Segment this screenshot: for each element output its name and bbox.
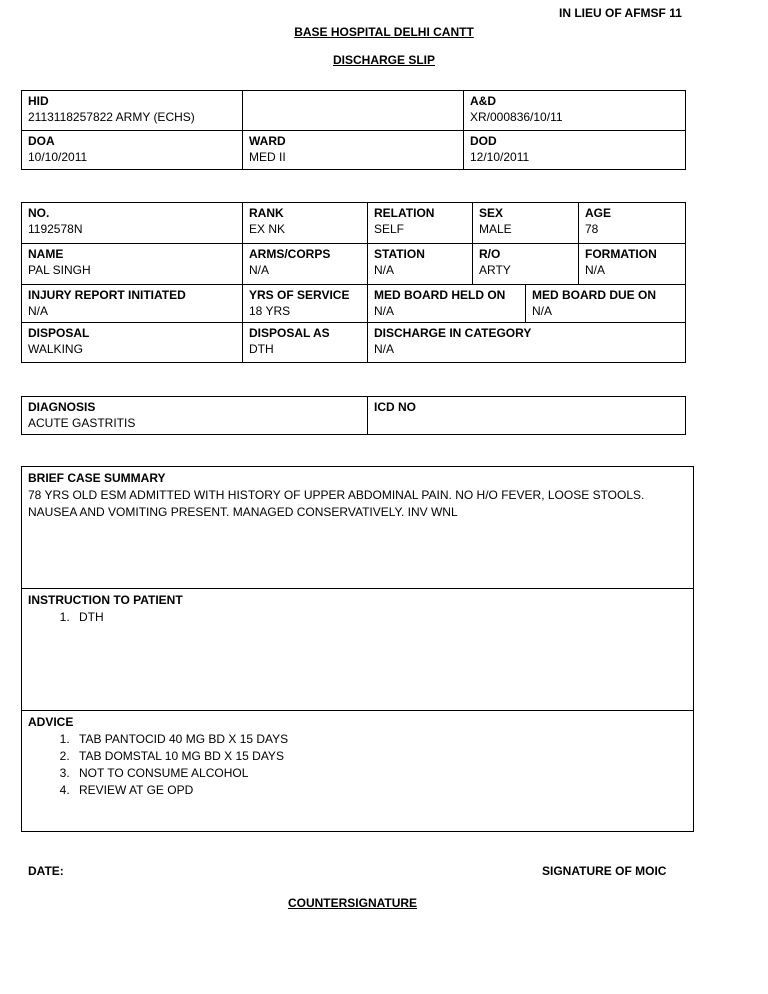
- disposal-as-value: DTH: [249, 342, 274, 356]
- doa-value: 10/10/2011: [28, 150, 88, 164]
- relation-label: RELATION: [374, 206, 435, 220]
- ward-label: WARD: [249, 134, 286, 148]
- disposal-value: WALKING: [28, 342, 83, 356]
- age-value: 78: [585, 222, 599, 236]
- age-label: AGE: [585, 206, 612, 220]
- relation-value: SELF: [374, 222, 405, 236]
- dod-value: 12/10/2011: [470, 150, 530, 164]
- instruction-list: [28, 609, 687, 626]
- instruction-section: [22, 589, 693, 711]
- ad-value: XR/000836/10/11: [470, 110, 563, 124]
- no-label: NO.: [28, 206, 50, 220]
- arms-value: N/A: [249, 263, 270, 277]
- meddue-cell: [526, 285, 686, 323]
- list-item: 1. TAB PANTOCID 40 MG BD X 15 DAYS: [73, 731, 687, 748]
- service-value: 18 YRS: [249, 304, 291, 318]
- instruction-label: INSTRUCTION TO PATIENT: [28, 593, 183, 607]
- empty-cell: [243, 91, 464, 131]
- medheld-value: N/A: [374, 304, 395, 318]
- advice-section: [22, 711, 693, 831]
- age-cell: [579, 203, 686, 244]
- sex-cell: [473, 203, 579, 244]
- medheld-label: MED BOARD HELD ON: [374, 288, 506, 302]
- ad-label: A&D: [470, 94, 496, 108]
- case-summary-label: BRIEF CASE SUMMARY: [28, 471, 166, 485]
- dod-label: DOD: [470, 134, 497, 148]
- list-item: 3. NOT TO CONSUME ALCOHOL: [73, 765, 687, 782]
- name-label: NAME: [28, 247, 64, 261]
- list-item: 2. TAB DOMSTAL 10 MG BD X 15 DAYS: [73, 748, 687, 765]
- doa-label: DOA: [28, 134, 55, 148]
- station-cell: [368, 244, 473, 285]
- no-value: 1192578N: [28, 222, 83, 236]
- station-label: STATION: [374, 247, 425, 261]
- icd-label: ICD NO: [374, 400, 416, 414]
- name-cell: [22, 244, 243, 285]
- diagnosis-cell: [22, 397, 368, 435]
- dod-cell: [464, 131, 686, 170]
- disposal-as-cell: [243, 323, 368, 363]
- injury-label: INJURY REPORT INITIATED: [28, 288, 186, 302]
- name-value: PAL SINGH: [28, 263, 91, 277]
- advice-label: ADVICE: [28, 715, 74, 729]
- ad-cell: [464, 91, 686, 131]
- ro-cell: [473, 244, 579, 285]
- injury-cell: [22, 285, 243, 323]
- formation-label: FORMATION: [585, 247, 657, 261]
- category-label: DISCHARGE IN CATEGORY: [374, 326, 532, 340]
- advice-list: [28, 731, 687, 799]
- no-cell: [22, 203, 243, 244]
- diagnosis-label: DIAGNOSIS: [28, 400, 96, 414]
- personal-table: [21, 202, 686, 363]
- hid-label: HID: [28, 94, 49, 108]
- diagnosis-table: [21, 396, 686, 435]
- injury-value: N/A: [28, 304, 49, 318]
- rank-label: RANK: [249, 206, 284, 220]
- relation-cell: [368, 203, 473, 244]
- hospital-name: BASE HOSPITAL DELHI CANTT: [294, 25, 474, 39]
- case-details-box: [21, 466, 694, 832]
- medheld-cell: [368, 285, 526, 323]
- ward-value: MED II: [249, 150, 286, 164]
- rank-value: EX NK: [249, 222, 286, 236]
- arms-label: ARMS/CORPS: [249, 247, 331, 261]
- rank-cell: [243, 203, 368, 244]
- ro-value: ARTY: [479, 263, 511, 277]
- case-summary-section: [22, 467, 693, 589]
- disposal-as-label: DISPOSAL AS: [249, 326, 330, 340]
- lieu-note: IN LIEU OF AFMSF 11: [559, 6, 682, 20]
- sex-value: MALE: [479, 222, 512, 236]
- form-title: DISCHARGE SLIP: [332, 53, 435, 67]
- hid-cell: [22, 91, 243, 131]
- service-label: YRS OF SERVICE: [249, 288, 350, 302]
- countersignature-label: COUNTERSIGNATURE: [287, 896, 418, 910]
- hid-value: 2113118257822 ARMY (ECHS): [28, 110, 195, 124]
- category-cell: [368, 323, 686, 363]
- doa-cell: [22, 131, 243, 170]
- diagnosis-value: ACUTE GASTRITIS: [28, 416, 136, 430]
- ward-cell: [243, 131, 464, 170]
- case-summary-text: 78 YRS OLD ESM ADMITTED WITH HISTORY OF UPPER ABDOMINAL PAIN. NO H/O FEVER, LOOSE STOOLS. NAUSEA AND VOMITING PRESENT. MANAGED CONSERVATIVELY. INV WNL: [28, 488, 645, 519]
- formation-value: N/A: [585, 263, 606, 277]
- admission-table: [21, 90, 686, 170]
- disposal-cell: [22, 323, 243, 363]
- sex-label: SEX: [479, 206, 504, 220]
- date-label: DATE:: [28, 864, 64, 878]
- list-item: 4. REVIEW AT GE OPD: [73, 782, 687, 799]
- signature-label: SIGNATURE OF MOIC: [542, 864, 667, 878]
- formation-cell: [579, 244, 686, 285]
- service-cell: [243, 285, 368, 323]
- station-value: N/A: [374, 263, 395, 277]
- meddue-label: MED BOARD DUE ON: [532, 288, 657, 302]
- meddue-value: N/A: [532, 304, 553, 318]
- disposal-label: DISPOSAL: [28, 326, 90, 340]
- category-value: N/A: [374, 342, 395, 356]
- list-item: 1. DTH: [73, 609, 687, 626]
- icd-cell: [368, 397, 686, 435]
- ro-label: R/O: [479, 247, 501, 261]
- arms-cell: [243, 244, 368, 285]
